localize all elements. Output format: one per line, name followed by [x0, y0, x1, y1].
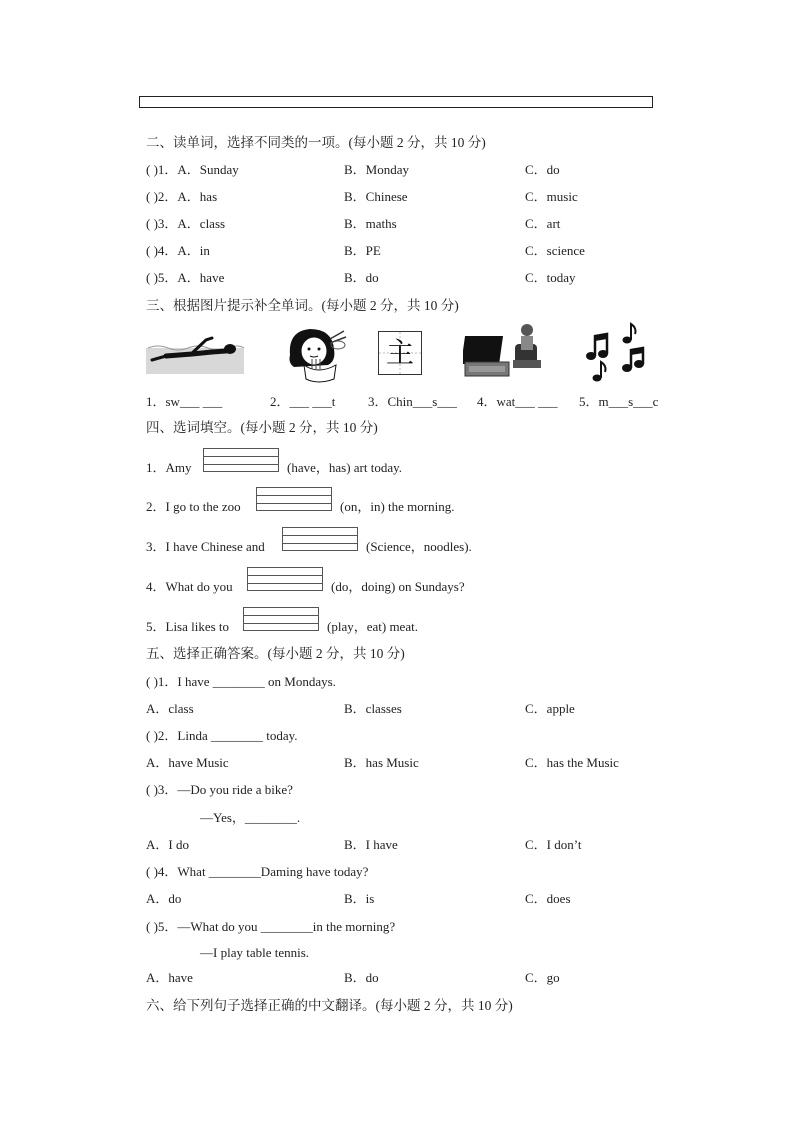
- s3-item-3: 3．Chin___s___: [368, 394, 457, 409]
- s4-q5-after: (play，eat) meat.: [327, 619, 418, 634]
- s4-q4-answer-box[interactable]: [247, 567, 323, 591]
- s5-q4-a: A．do: [146, 891, 182, 906]
- s2-q2-a: ( )2．A．has: [146, 189, 218, 204]
- character-box: [378, 331, 422, 375]
- s4-q3-before: 3．I have Chinese and: [146, 539, 265, 554]
- watching-tv-picture: [463, 322, 545, 380]
- s2-q4-a: ( )4．A．in: [146, 243, 210, 258]
- s5-q5-a: A．have: [146, 970, 193, 985]
- s2-q5-c: C．today: [525, 270, 576, 285]
- section-3-title: 三、根据图片提示补全单词。(每小题 2 分，共 10 分): [146, 298, 459, 313]
- s2-q3-c: C．art: [525, 216, 561, 231]
- music-notes-picture: [583, 322, 651, 384]
- swimmer-picture: [146, 334, 246, 376]
- girl-noodles-picture: [284, 325, 352, 385]
- s2-q1-b: B．Monday: [344, 162, 410, 177]
- s5-q5-c: C．go: [525, 970, 560, 985]
- s5-q3: ( )3．—Do you ride a bike?: [146, 782, 293, 797]
- s4-q4-before: 4．What do you: [146, 579, 233, 594]
- s4-q1-answer-box[interactable]: [203, 448, 279, 472]
- s2-q2-c: C．music: [525, 189, 578, 204]
- s5-q1: ( )1．I have ________ on Mondays.: [146, 674, 336, 689]
- s4-q4-after: (do，doing) on Sundays?: [331, 579, 465, 594]
- section-2-title: 二、读单词，选择不同类的一项。(每小题 2 分，共 10 分): [146, 135, 486, 150]
- s4-q2-after: (on，in) the morning.: [340, 499, 455, 514]
- section-4-title: 四、选词填空。(每小题 2 分，共 10 分): [146, 420, 378, 435]
- s4-q1-before: 1．Amy: [146, 460, 192, 475]
- s5-q2-a: A．have Music: [146, 755, 229, 770]
- s5-q4-b: B．is: [344, 891, 375, 906]
- s5-q1-b: B．classes: [344, 701, 402, 716]
- s5-q1-a: A．class: [146, 701, 194, 716]
- s5-q3-line2: —Yes，________.: [200, 810, 301, 825]
- section-5-title: 五、选择正确答案。(每小题 2 分，共 10 分): [146, 646, 405, 661]
- s2-q1-c: C．do: [525, 162, 560, 177]
- s4-q5-answer-box[interactable]: [243, 607, 319, 631]
- s5-q5-b: B．do: [344, 970, 379, 985]
- s4-q3-answer-box[interactable]: [282, 527, 358, 551]
- s2-q5-b: B．do: [344, 270, 379, 285]
- s2-q5-a: ( )5．A．have: [146, 270, 225, 285]
- section-6-title: 六、给下列句子选择正确的中文翻译。(每小题 2 分，共 10 分): [146, 998, 513, 1013]
- s4-q2-answer-box[interactable]: [256, 487, 332, 511]
- s5-q1-c: C．apple: [525, 701, 575, 716]
- s2-q3-b: B．maths: [344, 216, 397, 231]
- s2-q2-b: B．Chinese: [344, 189, 408, 204]
- s5-q4-c: C．does: [525, 891, 571, 906]
- s5-q3-b: B．I have: [344, 837, 398, 852]
- s3-item-4: 4．wat___ ___: [477, 394, 558, 409]
- s3-item-5: 5．m___s___c: [579, 394, 659, 409]
- s4-q3-after: (Science，noodles).: [366, 539, 472, 554]
- s2-q1-a: ( )1．A．Sunday: [146, 162, 239, 177]
- header-box: [139, 96, 653, 108]
- s5-q3-c: C．I don’t: [525, 837, 582, 852]
- s5-q2: ( )2．Linda ________ today.: [146, 728, 298, 743]
- s5-q5: ( )5．—What do you ________in the morning?: [146, 919, 396, 934]
- s5-q2-c: C．has the Music: [525, 755, 619, 770]
- s3-item-2: 2．___ ___t: [270, 394, 336, 409]
- s4-q5-before: 5．Lisa likes to: [146, 619, 230, 634]
- character-zhu: 主: [385, 336, 414, 369]
- s5-q3-a: A．I do: [146, 837, 189, 852]
- s4-q2-before: 2．I go to the zoo: [146, 499, 241, 514]
- s2-q4-c: C．science: [525, 243, 585, 258]
- s4-q1-after: (have，has) art today.: [287, 460, 403, 475]
- s5-q5-line2: —I play table tennis.: [200, 945, 310, 960]
- s3-item-1: 1．sw___ ___: [146, 394, 223, 409]
- s2-q4-b: B．PE: [344, 243, 381, 258]
- s2-q3-a: ( )3．A．class: [146, 216, 226, 231]
- s5-q2-b: B．has Music: [344, 755, 419, 770]
- s5-q4: ( )4．What ________Daming have today?: [146, 864, 369, 879]
